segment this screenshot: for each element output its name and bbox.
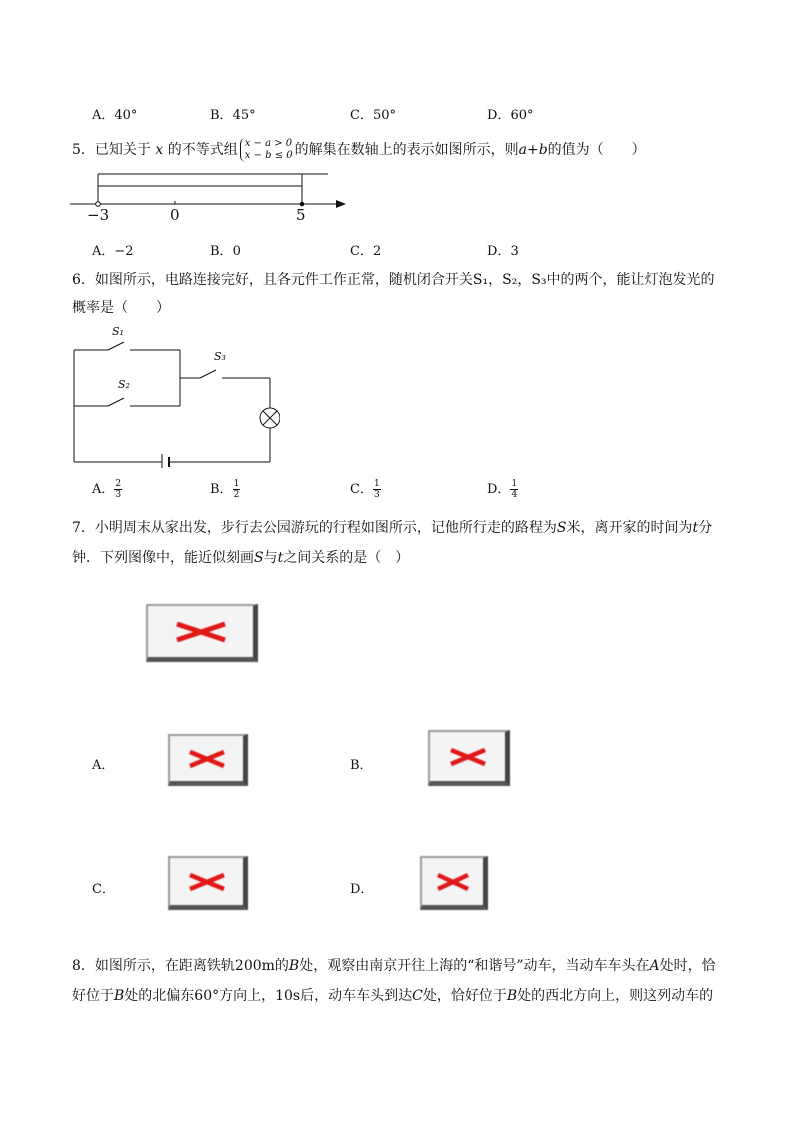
q5-option-b[interactable]: B．0	[210, 244, 241, 259]
q7-option-d[interactable]: D．	[350, 882, 374, 897]
broken-image-x-icon	[435, 872, 471, 892]
axis-label-neg3: −3	[87, 206, 110, 224]
q4-option-b[interactable]: B．45°	[210, 108, 256, 123]
q8-stem-line1: 8．如图所示，在距离铁轨200m的B处，观察由南京开往上海的“和谐号”动车，当动车车头在A处时，恰	[72, 958, 716, 974]
axis-arrow-icon	[336, 200, 346, 208]
q6-stem-line2: 概率是（ ）	[72, 300, 170, 316]
axis-label-0: 0	[170, 206, 180, 224]
inequality-system: x − a > 0 x − b ≤ 0	[240, 138, 293, 162]
q7-option-a[interactable]: A．	[92, 758, 115, 773]
label-s1: S₁	[112, 325, 124, 338]
broken-image-d[interactable]	[420, 856, 488, 910]
q5-option-a[interactable]: A．−2	[92, 244, 134, 259]
broken-image-x-icon	[187, 872, 227, 892]
broken-image-a[interactable]	[168, 734, 248, 786]
q7-option-b[interactable]: B．	[350, 758, 373, 773]
axis-label-5: 5	[296, 206, 306, 224]
q5-option-c[interactable]: C．2	[350, 244, 382, 259]
q7-stem-line2: 钟．下列图像中，能近似刻画S与t之间关系的是（ ）	[72, 550, 410, 566]
q7-stem-line1: 7．小明周末从家出发，步行去公园游玩的行程如图所示，记他所行走的路程为S米，离开家的时间为t分	[72, 520, 713, 536]
broken-image-main	[146, 604, 258, 662]
broken-image-x-icon	[173, 621, 229, 643]
q6-option-b[interactable]: B． $\frac{1}{2}$	[210, 479, 240, 500]
broken-image-x-icon	[187, 749, 227, 769]
q6-option-a[interactable]: A． $\frac{2}{3}$	[92, 479, 122, 500]
broken-image-b[interactable]	[428, 730, 510, 786]
label-s3: S₃	[214, 350, 226, 363]
q4-option-c[interactable]: C．50°	[350, 108, 396, 123]
label-s2: S₂	[118, 378, 130, 391]
q6-stem-line1: 6．如图所示，电路连接完好，且各元件工作正常，随机闭合开关S₁，S₂，S₃中的两个，能让灯泡发光的	[72, 272, 715, 288]
q8-stem-line2: 好位于B处的北偏东60°方向上，10s后，动车车头到达C处，恰好位于B处的西北方向上，则这列动车的	[72, 988, 714, 1004]
number-line-figure	[70, 172, 360, 228]
q6-option-c[interactable]: C． $\frac{1}{3}$	[350, 479, 380, 500]
circuit-diagram	[70, 322, 280, 468]
switch-s2-icon	[108, 398, 124, 406]
broken-image-c[interactable]	[168, 856, 248, 910]
q7-option-c[interactable]: C．	[92, 882, 115, 897]
q4-option-a[interactable]: A．40°	[92, 108, 138, 123]
broken-image-x-icon	[448, 747, 488, 767]
switch-s1-icon	[108, 342, 124, 350]
q4-option-d[interactable]: D．60°	[487, 108, 534, 123]
q6-option-d[interactable]: D． $\frac{1}{4}$	[487, 479, 518, 500]
q5-option-d[interactable]: D．3	[487, 244, 519, 259]
switch-s3-icon	[200, 370, 216, 378]
q5-stem: 5．已知关于 x 的不等式组 x − a > 0 x − b ≤ 0 的解集在数轴上的表示如图所示，则a+b的值为（ ）	[72, 138, 646, 161]
